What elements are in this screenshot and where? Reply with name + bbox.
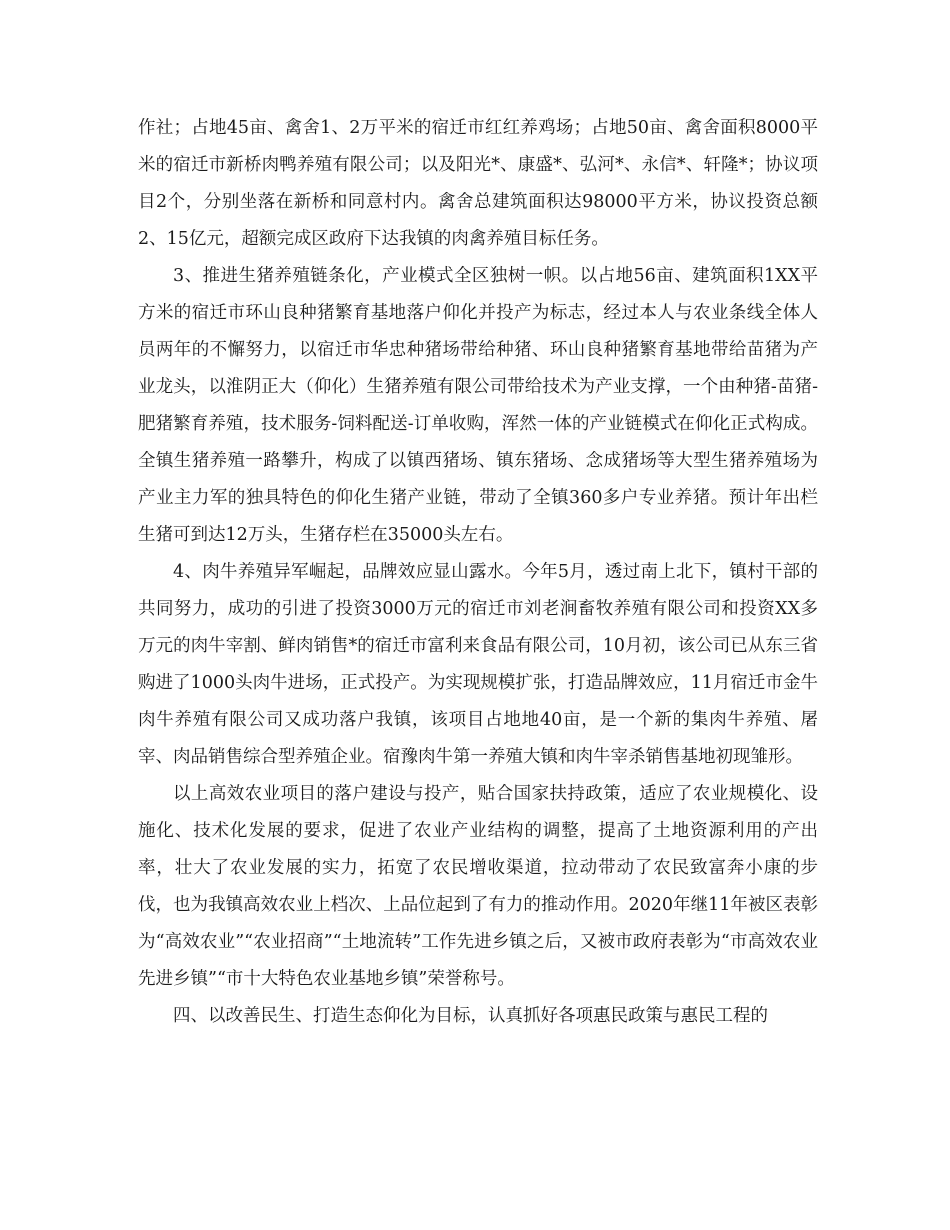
paragraph-pig-farming: 3、推进生猪养殖链条化，产业模式全区独树一帜。以占地56亩、建筑面积1XX平方米的宿迁市环山良种猪繁育基地落户仰化并投产为标志，经过本人与农业条线全体人员两年的不懈努力，以宿迁市华忠种猪场带给种猪、环山良种猪繁育基地带给苗猪为产业龙头，以淮阴正大（仰化）生猪养殖有限公司带给技术为产业支撑，一个由种猪-苗猪-肥猪繁育养殖，技术服务-饲料配送-订单收购，浑然一体的产业链模式在仰化正式构成。全镇生猪养殖一路攀升，构成了以镇西猪场、镇东猪场、念成猪场等大型生猪养殖场为产业主力军的独具特色的仰化生猪产业链，带动了全镇360多户专业养猪。预计年出栏生猪可到达12万头，生猪存栏在35000头左右。 (138, 266, 818, 545)
paragraph-beef-cattle: 4、肉牛养殖异军崛起，品牌效应显山露水。今年5月，透过南上北下，镇村干部的共同努力，成功的引进了投资3000万元的宿迁市刘老涧畜牧养殖有限公司和投资XX多万元的肉牛宰割、鲜肉销售*的宿迁市富利来食品有限公司，10月初，该公司已从东三省购进了1000头肉牛进场，正式投产。为实现规模扩张，打造品牌效应，11月宿迁市金牛肉牛养殖有限公司又成功落户我镇，该项目占地地40亩，是一个新的集肉牛养殖、屠宰、肉品销售综合型养殖企业。宿豫肉牛第一养殖大镇和肉牛宰杀销售基地初现雏形。 (138, 562, 818, 767)
document-body (138, 110, 818, 1035)
paragraph-section-four: 四、以改善民生、打造生态仰化为目标，认真抓好各项惠民政策与惠民工程的 (173, 1006, 768, 1026)
paragraph-continued: 作社；占地45亩、禽舍1、2万平米的宿迁市红红养鸡场；占地50亩、禽舍面积8000平米的宿迁市新桥肉鸭养殖有限公司；以及阳光*、康盛*、弘河*、永信*、轩隆*；协议项目2个，分别坐落在新桥和同意村内。禽舍总建筑面积达98000平方米，协议投资总额2、15亿元，超额完成区政府下达我镇的肉禽养殖目标任务。 (138, 118, 818, 249)
paragraph-summary: 以上高效农业项目的落户建设与投产，贴合国家扶持政策，适应了农业规模化、设施化、技术化发展的要求，促进了农业产业结构的调整，提高了土地资源利用的产出率，壮大了农业发展的实力，拓宽了农民增收渠道，拉动带动了农民致富奔小康的步伐，也为我镇高效农业上档次、上品位起到了有力的推动作用。2020年继11年被区表彰为“高效农业”“农业招商”“土地流转”工作先进乡镇之后，又被市政府表彰为“市高效农业先进乡镇”“市十大特色农业基地乡镇”荣誉称号。 (138, 784, 818, 989)
